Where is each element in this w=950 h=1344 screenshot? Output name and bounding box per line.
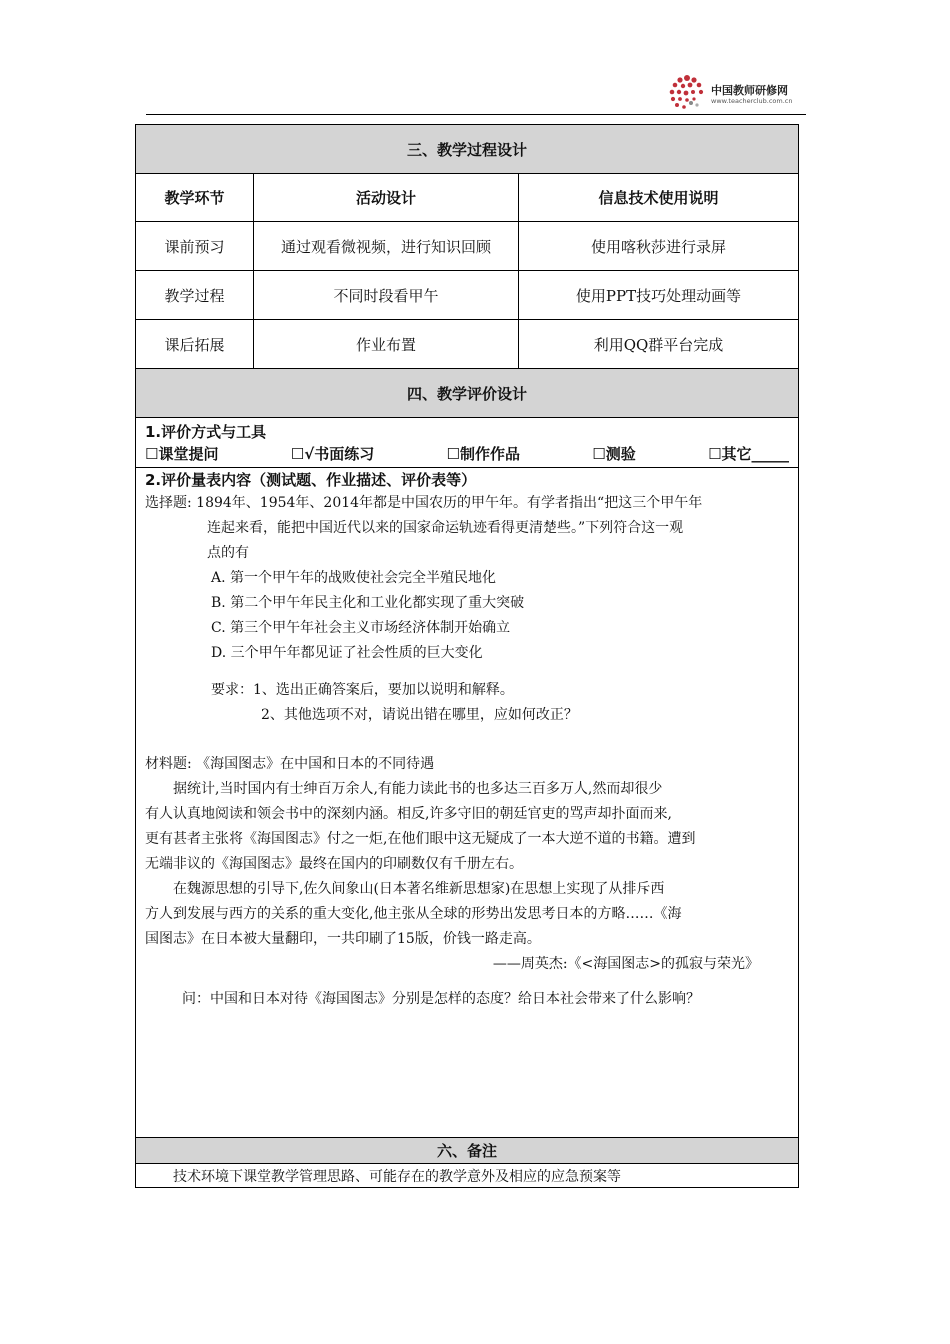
material-title: 材料题: 《海国图志》在中国和日本的不同待遇	[145, 756, 435, 772]
flower-logo-icon	[664, 70, 710, 112]
q1-line: 选择题: 1894年、1954年、2014年都是中国农历的甲午年。有学者指出“把这三个甲午年	[145, 495, 703, 511]
paragraph-line: 方人到发展与西方的关系的重大变化,他主张从全球的形势出发思考日本的方略……《海	[145, 906, 682, 922]
method-options	[145, 443, 789, 465]
option-other[interactable]: ☐其它_____	[708, 444, 790, 463]
paragraph-line: 在魏源思想的引导下,佐久间象山(日本著名维新思想家)在思想上实现了从排斥西	[173, 881, 665, 897]
q1-line: 连起来看，能把中国近代以来的国家命运轨迹看得更清楚些。”下列符合这一观	[207, 520, 684, 536]
logo-name: 中国教师研修网	[711, 84, 788, 97]
material-question: 问：中国和日本对待《海国图志》分别是怎样的态度？给日本社会带来了什么影响？	[182, 991, 700, 1007]
table-row	[136, 271, 799, 320]
tech-cell: 使用PPT技巧处理动画等	[519, 271, 799, 320]
paragraph-line: 更有甚者主张将《海国图志》付之一炬,在他们眼中这无疑成了一本大逆不道的书籍。遭到	[145, 831, 696, 847]
remark-text: 技术环境下课堂教学管理思路、可能存在的教学意外及相应的应急预案等	[136, 1164, 799, 1188]
logo-url: www.teacherclub.com.cn	[711, 97, 793, 105]
content-title: 2.评价量表内容（测试题、作业描述、评价表等）	[145, 471, 477, 489]
header-tech: 信息技术使用说明	[519, 174, 799, 222]
option-make-work[interactable]: ☐制作作品	[446, 444, 520, 463]
stage-cell: 课前预习	[136, 222, 254, 271]
paragraph-line: 国图志》在日本被大量翻印，一共印刷了15版，价钱一路走高。	[145, 931, 541, 947]
activity-cell: 通过观看微视频，进行知识回顾	[254, 222, 519, 271]
evaluation-method	[136, 418, 799, 468]
choice-d: D. 三个甲午年都见证了社会性质的巨大变化	[211, 645, 483, 661]
option-class-question[interactable]: ☐课堂提问	[145, 444, 219, 463]
table-row	[136, 222, 799, 271]
header-activity: 活动设计	[254, 174, 519, 222]
material-source: ——周英杰:《<海国图志>的孤寂与荣光》	[492, 956, 760, 972]
paragraph-line: 无端非议的《海国图志》最终在国内的印刷数仅有千册左右。	[145, 856, 523, 872]
activity-cell: 不同时段看甲午	[254, 271, 519, 320]
stage-cell: 课后拓展	[136, 320, 254, 369]
site-logo	[664, 70, 804, 112]
option-written-exercise[interactable]: ☐√书面练习	[290, 444, 375, 463]
section6-title: 六、备注	[136, 1138, 799, 1164]
paragraph-line: 有人认真地阅读和领会书中的深刻内涵。相反,许多守旧的朝廷官吏的骂声却扑面而来,	[145, 806, 672, 822]
option-test[interactable]: ☐测验	[592, 444, 636, 463]
paragraph-line: 据统计,当时国内有士绅百万余人,有能力读此书的也多达三百多万人,然而却很少	[173, 781, 663, 797]
choice-c: C. 第三个甲午年社会主义市场经济体制开始确立	[211, 620, 511, 636]
header-stage: 教学环节	[136, 174, 254, 222]
requirement-2: 2、其他选项不对，请说出错在哪里，应如何改正？	[261, 707, 578, 723]
tech-cell: 利用QQ群平台完成	[519, 320, 799, 369]
section3-title: 三、教学过程设计	[136, 125, 799, 174]
section4-title: 四、教学评价设计	[136, 369, 799, 418]
method-title: 1.评价方式与工具	[145, 422, 267, 441]
stage-cell: 教学过程	[136, 271, 254, 320]
table-row	[136, 320, 799, 369]
choice-b: B. 第二个甲午年民主化和工业化都实现了重大突破	[211, 595, 525, 611]
lesson-plan-table	[135, 124, 799, 1188]
choice-a: A. 第一个甲午年的战败使社会完全半殖民地化	[211, 570, 497, 586]
evaluation-content	[136, 468, 799, 1138]
header-rule	[146, 114, 806, 115]
requirement-1: 要求：1、选出正确答案后，要加以说明和解释。	[211, 682, 514, 698]
tech-cell: 使用喀秋莎进行录屏	[519, 222, 799, 271]
activity-cell: 作业布置	[254, 320, 519, 369]
q1-line: 点的有	[207, 545, 249, 561]
